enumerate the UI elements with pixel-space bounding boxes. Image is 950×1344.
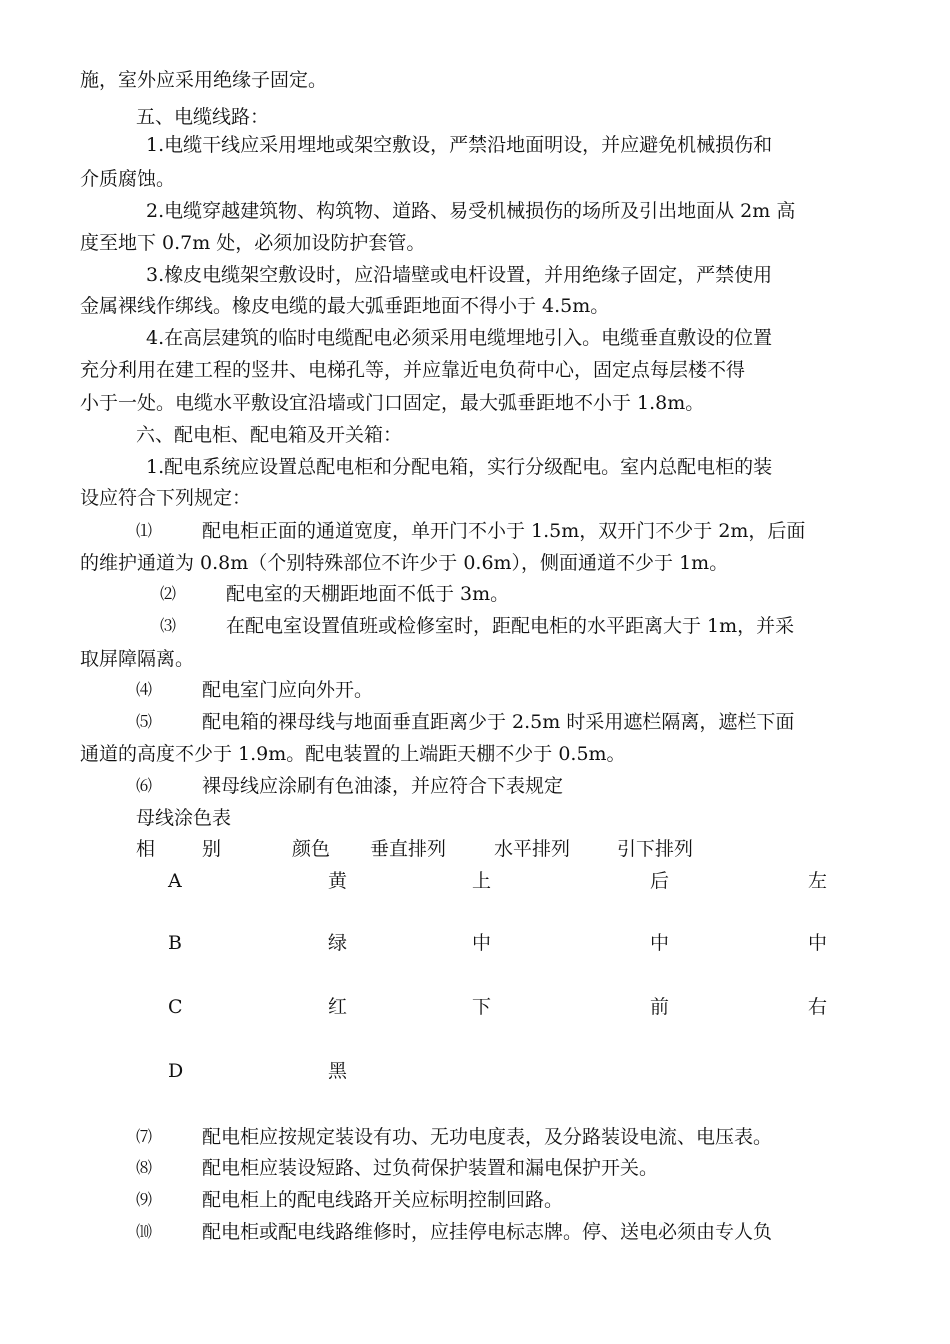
text-line: 配电箱的裸母线与地面垂直距离少于 2.5m 时采用遮栏隔离，遮栏下面 <box>202 711 795 733</box>
text-line: 配电室门应向外开。 <box>202 679 374 701</box>
text-line: 配电柜或配电线路维修时，应挂停电标志牌。停、送电必须由专人负 <box>202 1221 773 1243</box>
table-cell: 中 <box>808 932 828 954</box>
table-cell: B <box>168 932 182 954</box>
table-title: 母线涂色表 <box>136 807 232 829</box>
text-line: 小于一处。电缆水平敷设宜沿墙或门口固定，最大弧垂距地不小于 1.8m。 <box>80 392 705 414</box>
table-header-cell: 别 <box>202 838 222 860</box>
table-cell: C <box>168 996 183 1018</box>
item-marker: ⑶ <box>160 616 177 635</box>
item-marker: ⑵ <box>160 584 177 603</box>
section-heading: 六、配电柜、配电箱及开关箱： <box>136 424 403 446</box>
table-cell: 上 <box>472 870 492 892</box>
table-cell: 下 <box>472 996 492 1018</box>
table-cell: D <box>168 1060 184 1082</box>
text-line: 配电柜应装设短路、过负荷保护装置和漏电保护开关。 <box>202 1157 659 1179</box>
text-line: 充分利用在建工程的竖井、电梯孔等，并应靠近电负荷中心，固定点每层楼不得 <box>80 359 746 381</box>
table-cell: 左 <box>808 870 828 892</box>
table-cell: 黄 <box>328 870 348 892</box>
item-marker: ⑸ <box>136 712 153 731</box>
item-marker: ⑺ <box>136 1127 153 1146</box>
text-line: 3.橡皮电缆架空敷设时，应沿墙壁或电杆设置，并用绝缘子固定，严禁使用 <box>146 264 773 286</box>
text-line: 配电柜正面的通道宽度，单开门不小于 1.5m，双开门不少于 2m，后面 <box>202 520 806 542</box>
text-line: 介质腐蚀。 <box>80 168 176 190</box>
item-marker: ⑻ <box>136 1158 153 1177</box>
table-cell: 中 <box>472 932 492 954</box>
text-line: 2.电缆穿越建筑物、构筑物、道路、易受机械损伤的场所及引出地面从 2m 高 <box>146 200 796 222</box>
table-header-cell: 垂直排列 <box>370 838 447 860</box>
table-cell: 中 <box>650 932 670 954</box>
text-line: 1.电缆干线应采用埋地或架空敷设，严禁沿地面明设，并应避免机械损伤和 <box>146 134 773 156</box>
text-line: 设应符合下列规定： <box>80 487 252 509</box>
text-line: 1.配电系统应设置总配电柜和分配电箱，实行分级配电。室内总配电柜的装 <box>146 456 773 478</box>
table-header-cell: 水平排列 <box>494 838 571 860</box>
text-line: 施，室外应采用绝缘子固定。 <box>80 69 328 91</box>
item-marker: ⑴ <box>136 521 153 540</box>
text-line: 在配电室设置值班或检修室时，距配电柜的水平距离大于 1m，并采 <box>226 615 795 637</box>
text-line: 4.在高层建筑的临时电缆配电必须采用电缆埋地引入。电缆垂直敷设的位置 <box>146 327 773 349</box>
text-line: 配电室的天棚距地面不低于 3m。 <box>226 583 510 605</box>
text-line: 通道的高度不少于 1.9m。配电装置的上端距天棚不少于 0.5m。 <box>80 743 626 765</box>
table-cell: 右 <box>808 996 828 1018</box>
section-heading: 五、电缆线路： <box>136 106 270 128</box>
text-line: 金属裸线作绑线。橡皮电缆的最大弧垂距地面不得小于 4.5m。 <box>80 295 610 317</box>
text-line: 度至地下 0.7m 处，必须加设防护套管。 <box>80 232 426 254</box>
table-cell: 绿 <box>328 932 348 954</box>
table-header-cell: 相 <box>136 838 156 860</box>
table-cell: A <box>168 870 182 892</box>
table-cell: 黑 <box>328 1060 348 1082</box>
table-cell: 红 <box>328 996 348 1018</box>
text-line: 的维护通道为 0.8m（个别特殊部位不许少于 0.6m），侧面通道不少于 1m。 <box>80 552 729 574</box>
item-marker: ⑷ <box>136 680 153 699</box>
table-cell: 后 <box>650 870 670 892</box>
text-line: 配电柜上的配电线路开关应标明控制回路。 <box>202 1189 564 1211</box>
item-marker: ⑼ <box>136 1190 153 1209</box>
text-line: 取屏障隔离。 <box>80 648 195 670</box>
item-marker: ⑹ <box>136 776 153 795</box>
table-cell: 前 <box>650 996 670 1018</box>
table-header-cell: 引下排列 <box>617 838 694 860</box>
item-marker: ⑽ <box>136 1222 153 1241</box>
text-line: 配电柜应按规定装设有功、无功电度表，及分路装设电流、电压表。 <box>202 1126 773 1148</box>
table-header-cell: 颜色 <box>292 838 331 860</box>
text-line: 裸母线应涂刷有色油漆，并应符合下表规定 <box>202 775 564 797</box>
